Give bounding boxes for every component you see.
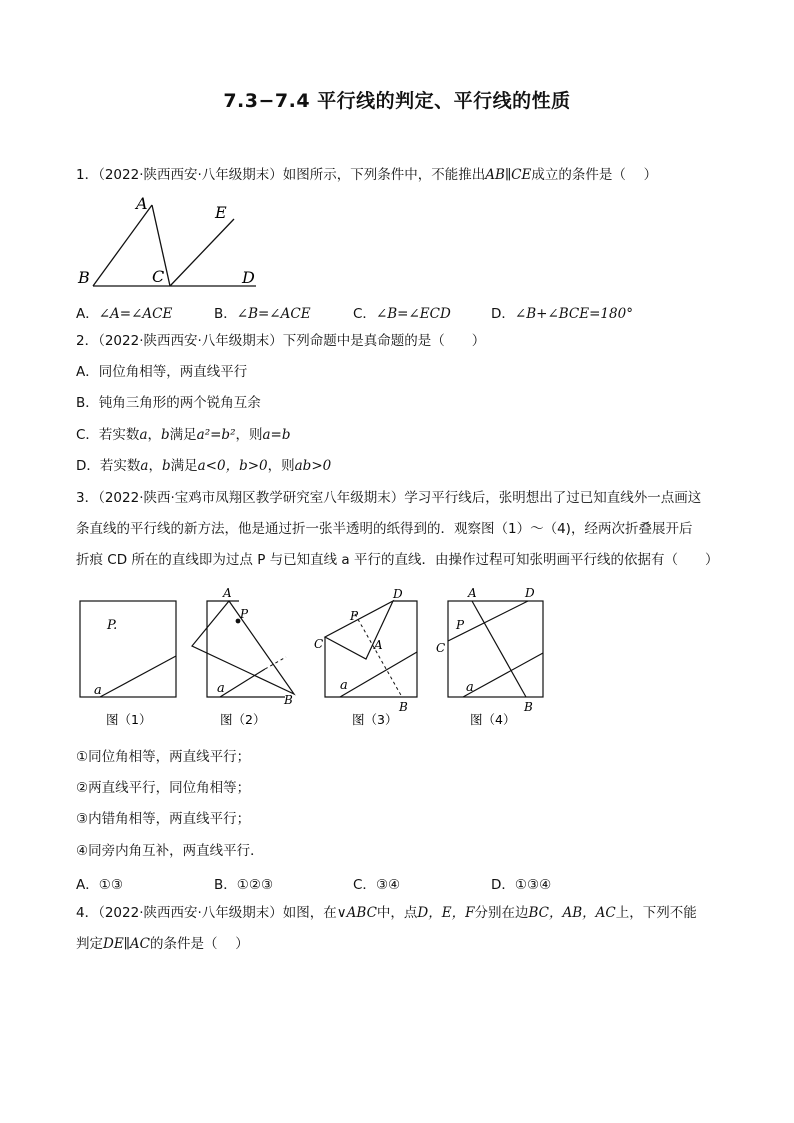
svg-text:a: a <box>217 681 225 696</box>
q1-label-C: C <box>152 267 165 286</box>
q3-figure-4 <box>436 586 543 727</box>
svg-text:P: P <box>456 618 465 632</box>
q3-figure-3 <box>314 587 417 727</box>
q3-caption-2: 图（2） <box>220 712 266 727</box>
svg-text:P.: P. <box>107 618 118 633</box>
q1-option-c[interactable]: C．∠B=∠ECD <box>353 306 451 322</box>
q1-option-b[interactable]: B．∠B=∠ACE <box>214 306 311 322</box>
q3-figures <box>70 584 560 734</box>
q3-caption-1: 图（1） <box>106 712 152 727</box>
q3-options <box>76 873 726 891</box>
svg-text:A: A <box>374 638 383 652</box>
svg-text:a: a <box>340 678 348 693</box>
svg-text:a: a <box>94 683 102 698</box>
q2-option-b[interactable]: B．钝角三角形的两个锐角互余 <box>76 395 261 411</box>
svg-text:P: P <box>350 609 359 623</box>
q1-label-B: B <box>78 268 90 287</box>
q3-stem-line3: 折痕 CD 所在的直线即为过点 P 与已知直线 a 平行的直线．由操作过程可知张明画平行线的依据有（ ） <box>76 552 719 568</box>
svg-text:B: B <box>284 693 293 707</box>
svg-text:D: D <box>525 586 535 600</box>
q1-stem <box>76 166 657 184</box>
q1-figure <box>70 190 290 295</box>
q4-stem-line2: 判定DE∥AC的条件是（ ） <box>76 936 249 952</box>
q1-option-a[interactable]: A．∠A=∠ACE <box>76 306 173 322</box>
q2-stem: 2．（2022·陕西西安·八年级期末）下列命题中是真命题的是（ ） <box>76 333 486 349</box>
q3-item-2: ②两直线平行，同位角相等； <box>76 780 251 796</box>
svg-text:C: C <box>314 637 324 651</box>
q3-stem-line2: 条直线的平行线的新方法，他是通过折一张半透明的纸得到的．观察图（1）～（4)，经两次折叠展开后 <box>76 521 693 537</box>
q1-stem-end: 成立的条件是（ ） <box>531 167 658 183</box>
q3-item-1: ①同位角相等，两直线平行； <box>76 749 251 765</box>
q1-options <box>76 302 726 320</box>
q3-stem-line1: 3．（2022·陕西·宝鸡市凤翔区教学研究室八年级期末）学习平行线后，张明想出了过已知直线外一点画这 <box>76 490 702 506</box>
q3-option-c[interactable]: C．③④ <box>353 877 401 893</box>
svg-text:D: D <box>393 587 403 601</box>
q3-option-a[interactable]: A．①③ <box>76 877 123 893</box>
q3-option-d[interactable]: D．①③④ <box>491 877 552 893</box>
q3-caption-3: 图（3） <box>352 712 398 727</box>
q1-label-D: D <box>242 268 255 287</box>
q3-caption-4: 图（4） <box>470 712 516 727</box>
q3-option-b[interactable]: B．①②③ <box>214 877 274 893</box>
q4-stem-line1: 4．（2022·陕西西安·八年级期末）如图，在∨ABC中，点D，E，F分别在边BC，AB，AC上，下列不能 <box>76 905 697 921</box>
page-title: 7.3−7.4 平行线的判定、平行线的性质 <box>223 90 571 112</box>
q1-stem-text: 1．（2022·陕西西安·八年级期末）如图所示，下列条件中，不能推出 <box>76 167 486 183</box>
q3-item-4: ④同旁内角互补，两直线平行． <box>76 843 264 859</box>
svg-text:B: B <box>524 700 533 714</box>
svg-text:C: C <box>436 641 446 655</box>
svg-text:a: a <box>466 680 474 695</box>
q3-figure-1 <box>80 601 176 727</box>
q1-label-E: E <box>215 203 227 222</box>
svg-text:P: P <box>240 607 249 621</box>
svg-text:B: B <box>399 700 408 714</box>
q1-stem-math: AB∥CE <box>485 167 532 183</box>
svg-text:A: A <box>468 586 477 600</box>
q1-label-A: A <box>136 194 148 213</box>
q2-option-a[interactable]: A．同位角相等，两直线平行 <box>76 364 248 380</box>
q2-option-c[interactable]: C．若实数a，b满足a²=b²，则a=b <box>76 427 291 443</box>
q3-item-3: ③内错角相等，两直线平行； <box>76 811 251 827</box>
svg-text:A: A <box>223 586 232 600</box>
q3-figure-2 <box>192 586 294 727</box>
q1-option-d[interactable]: D．∠B+∠BCE=180° <box>491 306 633 322</box>
q2-option-d[interactable]: D．若实数a，b满足a<0，b>0，则ab>0 <box>76 458 332 474</box>
